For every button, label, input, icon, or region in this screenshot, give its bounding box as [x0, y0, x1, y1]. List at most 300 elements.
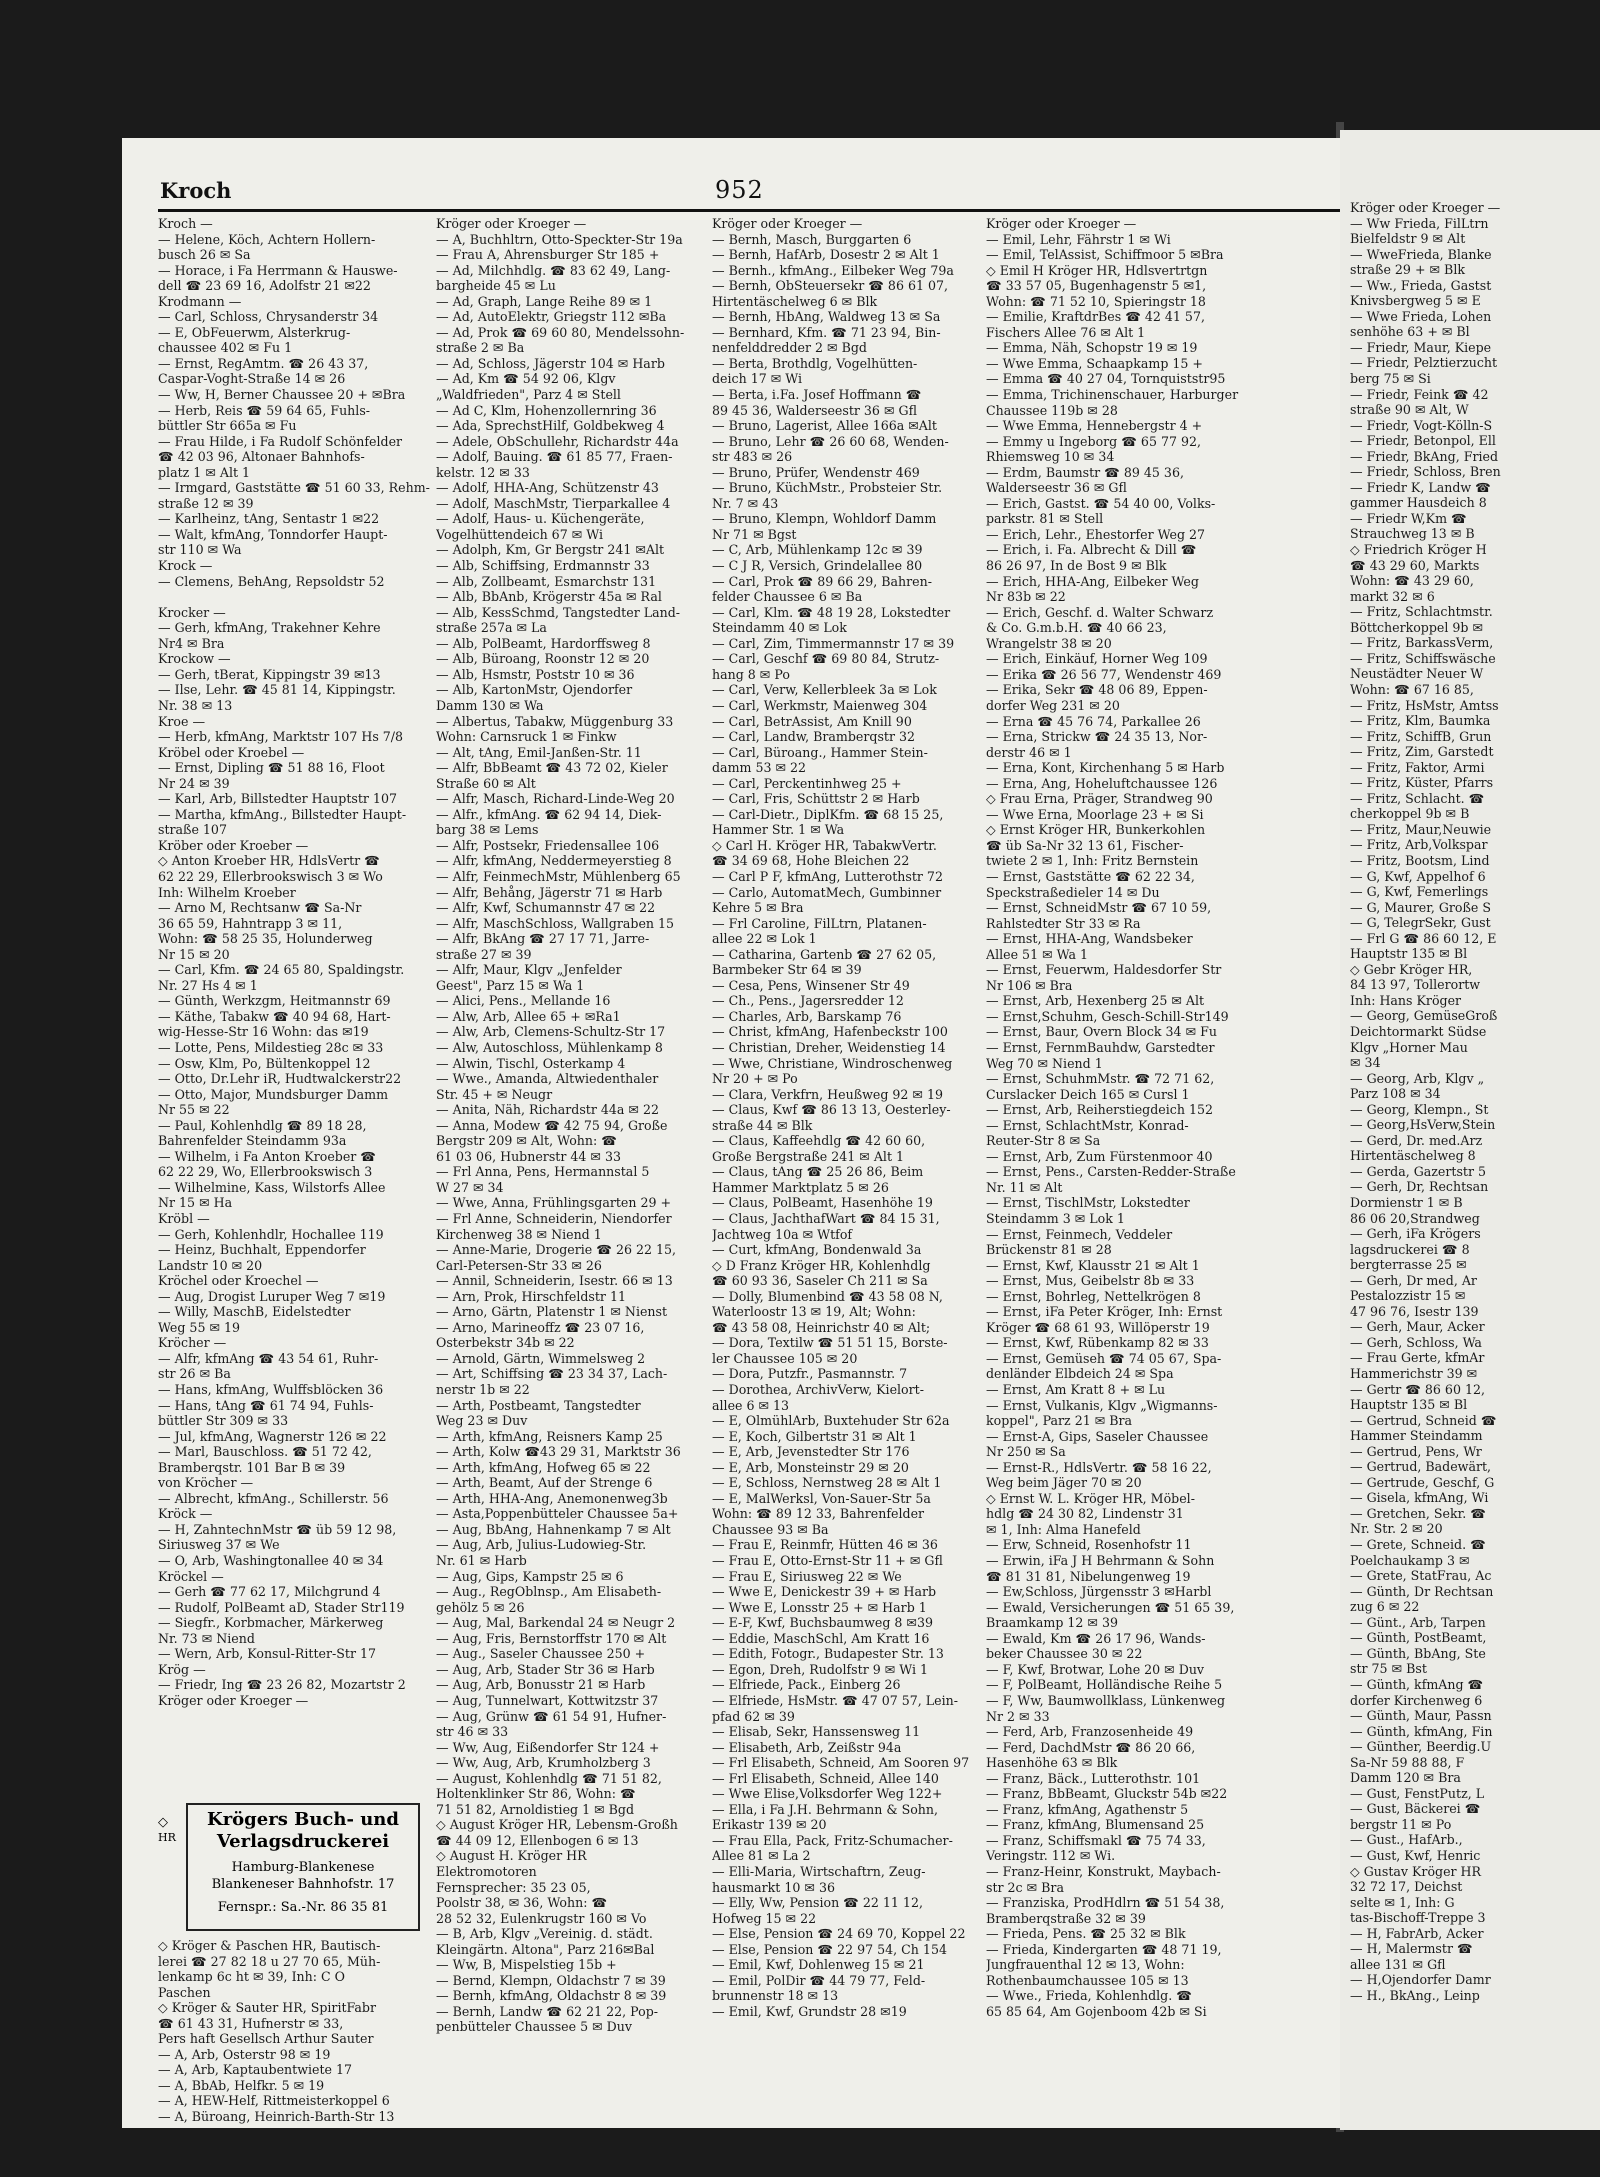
directory-entry-line: — Fritz, Klm, Baumka [1350, 713, 1491, 729]
header-catchword: Kroch [160, 178, 232, 203]
directory-entry-line: barg 38 ✉ Lems [436, 822, 539, 838]
column-1-continued [158, 1938, 430, 2125]
directory-entry-line: Krodmann — [158, 293, 242, 309]
directory-entry-line: — Fritz, Faktor, Armi [1350, 759, 1485, 775]
directory-entry-line: — Ad, Milchhdlg. ☎ 83 62 49, Lang- [436, 262, 671, 278]
directory-entry-line: — Alfr., kfmAng. ☎ 62 94 14, Diek- [436, 806, 662, 822]
directory-entry-line: — Ww Frieda, FilLtrn [1350, 215, 1489, 231]
directory-entry-line: — Art, Schiffsing ☎ 23 34 37, Lach- [436, 1366, 668, 1382]
directory-entry-line: Kroch — [158, 216, 213, 231]
directory-entry-line: Kleingärtn. Altona", Parz 216✉Bal [436, 1941, 655, 1957]
directory-entry-line: platz 1 ✉ Alt 1 [158, 464, 251, 480]
directory-entry-line: W 27 ✉ 34 [436, 1179, 504, 1195]
directory-entry-line: Hammer Marktplatz 5 ✉ 26 [712, 1179, 889, 1195]
directory-entry-line: — Alfr, Behång, Jägerstr 71 ✉ Harb [436, 884, 663, 900]
directory-entry-line: — Alb, KessSchmd, Tangstedter Land- [436, 604, 681, 620]
directory-entry-line: — Dora, Putzfr., Pasmannstr. 7 [712, 1366, 908, 1382]
directory-entry-line: — Gust, Kwf, Henric [1350, 1847, 1481, 1863]
directory-entry-line: Hauptstr 135 ✉ Bl [1350, 946, 1468, 962]
directory-entry-line: Str. 45 + ✉ Neugr [436, 1086, 553, 1102]
directory-entry-line: Nr4 ✉ Bra [158, 635, 225, 651]
directory-entry-line: selte ✉ 1, Inh: G [1350, 1894, 1455, 1910]
directory-entry-line: — Adolf, Haus- u. Küchengeräte, [436, 511, 645, 527]
directory-entry-line: — Gerh, iFa Krögers [1350, 1226, 1481, 1242]
directory-entry-line: Hammerichstr 39 ✉ [1350, 1366, 1478, 1382]
directory-entry-line: straße 27 ✉ 39 [436, 946, 532, 962]
directory-entry-line: — Alfr, BbBeamt ☎ 43 72 02, Kieler [436, 760, 668, 776]
directory-entry-line: markt 32 ✉ 6 [1350, 588, 1435, 604]
directory-entry-line: — Ernst, HHA-Ang, Wandsbeker [986, 931, 1193, 947]
directory-entry-line: — Bruno, Lagerist, Allee 166a ✉Alt [712, 418, 937, 434]
directory-entry-line: — Erich, Einkäuf, Horner Weg 109 [986, 651, 1208, 667]
directory-entry-line: Kröger oder Kroeger — [436, 216, 587, 231]
directory-entry-line: ◇ August H. Kröger HR [436, 1848, 587, 1864]
directory-entry-line: 89 45 36, Walderseestr 36 ✉ Gfl [712, 402, 917, 418]
directory-entry-line: ☎ 43 29 60, Markts [1350, 557, 1480, 573]
directory-entry-line: tas-Bischoff-Treppe 3 [1350, 1910, 1486, 1926]
directory-entry-line: — Carl, Verw, Kellerbleek 3a ✉ Lok [712, 682, 937, 698]
directory-entry-line: — H,Ojendorfer Damr [1350, 1972, 1491, 1988]
directory-entry-line: — G, TelegrSekr, Gust [1350, 915, 1491, 931]
directory-entry-line: Bergstr 209 ✉ Alt, Wohn: ☎ [436, 1133, 617, 1149]
directory-entry-line: ◇ Anton Kroeber HR, HdlsVertr ☎ [158, 853, 380, 869]
directory-entry-line: — Aug., Saseler Chaussee 250 + [436, 1646, 646, 1662]
directory-entry-line: — Ew,Schloss, Jürgensstr 3 ✉Harbl [986, 1584, 1212, 1600]
directory-entry-line: — Aug, Mal, Barkendal 24 ✉ Neugr 2 [436, 1615, 676, 1631]
directory-entry-line: Jungfrauenthal 12 ✉ 13, Wohn: [986, 1957, 1185, 1973]
directory-entry-line: Geest", Parz 15 ✉ Wa 1 [436, 977, 585, 993]
directory-entry-line: — Martha, kfmAng., Billstedter Haupt- [158, 806, 407, 822]
directory-entry-line: 47 96 76, Isestr 139 [1350, 1303, 1479, 1319]
directory-entry-line: — Wwe E, Lonsstr 25 + ✉ Harb 1 [712, 1599, 927, 1615]
directory-entry-line: 71 51 82, Arnoldistieg 1 ✉ Bgd [436, 1801, 635, 1817]
directory-entry-line: — Edith, Fotogr., Budapester Str. 13 [712, 1646, 944, 1662]
directory-entry-line: — Frau A, Ahrensburger Str 185 + [436, 247, 660, 263]
directory-entry-line: Krock — [158, 558, 213, 574]
directory-entry-line: senhöhe 63 + ✉ Bl [1350, 324, 1470, 340]
directory-entry-line: Pers haft Gesellsch Arthur Sauter [158, 2031, 374, 2047]
directory-entry-line: — Ww, B, Mispelstieg 15b + [436, 1957, 617, 1973]
directory-entry-line: Brückenstr 81 ✉ 28 [986, 1242, 1112, 1258]
directory-entry-line: — Gerda, Gazertstr 5 [1350, 1163, 1487, 1179]
directory-entry-line: ◇ Gebr Kröger HR, [1350, 961, 1473, 977]
directory-entry-line: Knivsbergweg 5 ✉ E [1350, 293, 1481, 309]
ad-address-city: Hamburg-Blankenese [231, 1860, 375, 1875]
directory-entry-line: Dormienstr 1 ✉ B [1350, 1195, 1463, 1210]
directory-entry-line: Allee 81 ✉ La 2 [712, 1848, 811, 1864]
directory-entry-line: lerei ☎ 27 82 18 u 27 70 65, Müh- [158, 1953, 381, 1969]
directory-entry-line: ◇ Emil H Kröger HR, Hdlsvertrtgn [986, 262, 1208, 278]
directory-entry-line: Steindamm 3 ✉ Lok 1 [986, 1211, 1125, 1226]
directory-entry-line: — Lotte, Pens, Mildestieg 28c ✉ 33 [158, 1039, 384, 1055]
directory-entry-line: Chaussee 119b ✉ 28 [986, 402, 1118, 418]
directory-entry-line: Curslacker Deich 165 ✉ Cursl 1 [986, 1086, 1190, 1102]
directory-entry-line: — Fritz, Maur,Neuwie [1350, 821, 1492, 837]
ad-title-line-2: Verlagsdruckerei [216, 1831, 390, 1852]
directory-entry-line: ☎ 42 03 96, Altonaer Bahnhofs- [158, 449, 365, 465]
directory-entry-line: — Anne-Marie, Drogerie ☎ 26 22 15, [436, 1242, 677, 1258]
directory-page [122, 138, 1357, 2128]
directory-entry-line: Damm 120 ✉ Bra [1350, 1770, 1461, 1786]
directory-entry-line: büttler Str 665a ✉ Fu [158, 418, 297, 434]
directory-entry-line: — Gerh, kfmAng, Trakehner Kehre [158, 620, 381, 636]
directory-entry-line: Kröger oder Kroeger — [986, 216, 1137, 231]
directory-entry-line: — Alfr, Maur, Klgv „Jenfelder [436, 962, 622, 978]
directory-entry-line: straße 257a ✉ La [436, 620, 547, 636]
directory-entry-line: — Ferd, Arb, Franzosenheide 49 [986, 1724, 1194, 1740]
page-number: 952 [715, 176, 764, 204]
directory-entry-line: — Frau E, Otto-Ernst-Str 11 + ✉ Gfl [712, 1553, 943, 1569]
directory-entry-line: berg 75 ✉ Si [1350, 371, 1431, 387]
directory-entry-line: — Arth, HHA-Ang, Anemonenweg3b [436, 1490, 668, 1506]
directory-entry-line: Erikastr 139 ✉ 20 [712, 1817, 827, 1833]
directory-entry-line: & Co. G.m.b.H. ☎ 40 66 23, [986, 620, 1167, 636]
directory-entry-line: — Bernh, Landw ☎ 62 21 22, Pop- [436, 2003, 659, 2019]
directory-entry-line: denländer Elbdeich 24 ✉ Spa [986, 1366, 1174, 1382]
directory-entry-line: — Clara, Verkfrn, Heußweg 92 ✉ 19 [712, 1086, 944, 1102]
directory-entry-line: — Fritz, HsMstr, Amtss [1350, 697, 1499, 713]
directory-entry-line: — Elfriede, HsMstr. ☎ 47 07 57, Lein- [712, 1692, 958, 1708]
directory-entry-line: — Frl Elisabeth, Schneid, Allee 140 [712, 1770, 939, 1786]
directory-entry-line: Nr. 38 ✉ 13 [158, 697, 233, 713]
directory-entry-line: — Otto, Major, Mundsburger Damm [158, 1086, 389, 1102]
directory-entry-line: Jachtweg 10a ✉ Wtfof [712, 1226, 853, 1242]
directory-entry-line: — E, Arb, Monsteinstr 29 ✉ 20 [712, 1459, 909, 1475]
directory-entry-line: Kröbl — [158, 1211, 210, 1226]
directory-entry-line: — Carl P F, kfmAng, Lutterothstr 72 [712, 868, 943, 884]
directory-entry-line: Strauchweg 13 ✉ B [1350, 526, 1475, 542]
directory-entry-line: Parz 108 ✉ 34 [1350, 1086, 1441, 1102]
directory-entry-line: — Erwin, iFa J H Behrmann & Sohn [986, 1553, 1215, 1569]
directory-entry-line: — Gertrud, Schneid ☎ [1350, 1412, 1497, 1428]
directory-entry-line: Nr. 61 ✉ Harb [436, 1553, 527, 1569]
directory-entry-line: Deichtormarkt Südse [1350, 1023, 1487, 1039]
directory-entry-line: — Alfr, Kwf, Schumannstr 47 ✉ 22 [436, 900, 656, 916]
directory-entry-line: bargheide 45 ✉ Lu [436, 278, 556, 294]
directory-entry-line: — Fritz, BarkassVerm, [1350, 635, 1494, 651]
directory-entry-line: — Ernst, Pens., Carsten-Redder-Straße [986, 1164, 1236, 1180]
directory-entry-line: — H, FabrArb, Acker [1350, 1925, 1484, 1941]
directory-entry-line: — Ernst, SchlachtMstr, Konrad- [986, 1117, 1189, 1133]
directory-entry-line: — Günth, Werkzgm, Heitmannstr 69 [158, 993, 391, 1009]
directory-entry-line: — Wwe Emma, Schaapkamp 15 + [986, 355, 1203, 371]
directory-entry-line: damm 53 ✉ 22 [712, 760, 807, 776]
directory-entry-line: — Dora, Textilw ☎ 51 51 15, Borste- [712, 1335, 948, 1351]
directory-entry-line: — Ernst, iFa Peter Kröger, Inh: Ernst [986, 1304, 1223, 1320]
directory-entry-line: — Albrecht, kfmAng., Schillerstr. 56 [158, 1490, 389, 1506]
directory-entry-line: Böttcherkoppel 9b ✉ [1350, 619, 1484, 635]
directory-entry-line: felder Chaussee 6 ✉ Ba [712, 589, 863, 605]
directory-entry-line: Nr 55 ✉ 22 [158, 1102, 230, 1118]
directory-entry-line: Rhiemsweg 10 ✉ 34 [986, 449, 1115, 465]
directory-entry-line: — Ernst, SchneidMstr ☎ 67 10 59, [986, 900, 1212, 916]
directory-entry-line: — Aug, Drogist Luruper Weg 7 ✉19 [158, 1288, 386, 1304]
directory-entry-line: — Erdm, Baumstr ☎ 89 45 36, [986, 464, 1184, 480]
directory-entry-line: — Ernst,Schuhm, Gesch-Schill-Str149 [986, 1008, 1229, 1024]
directory-entry-line: — Carl, BetrAssist, Am Knill 90 [712, 713, 912, 729]
ad-diamond-mark: ◇ [158, 1815, 168, 1830]
directory-entry-line: nenfelddredder 2 ✉ Bgd [712, 340, 867, 356]
directory-entry-line: — Ww, Aug, Eißendorfer Str 124 + [436, 1739, 660, 1755]
directory-entry-line: — Claus, tAng ☎ 25 26 86, Beim [712, 1164, 924, 1180]
directory-entry-line: Kröbel oder Kroebel — [158, 744, 305, 760]
directory-entry-line: — Carl, Landw, Bramberqstr 32 [712, 729, 916, 745]
directory-entry-line: — Fritz, Schlachtmstr. [1350, 604, 1493, 620]
directory-entry-line: — Franz, Bäck., Lutterothstr. 101 [986, 1770, 1201, 1786]
directory-entry-line: — Paul, Kohlenhdlg ☎ 89 18 28, [158, 1117, 367, 1133]
directory-entry-line: — Alfr, Masch, Richard-Linde-Weg 20 [436, 791, 675, 807]
directory-entry-line: — Wilhelmine, Kass, Wilstorfs Allee [158, 1179, 386, 1195]
directory-entry-line: — Bruno, KüchMstr., Probsteier Str. [712, 480, 943, 496]
directory-entry-line: allee 6 ✉ 13 [712, 1397, 790, 1413]
directory-entry-line: — H., BkAng., Leinp [1350, 1987, 1480, 2003]
directory-entry-line: Veringstr. 112 ✉ Wi. [986, 1848, 1116, 1864]
directory-entry-line: Nr 15 ✉ 20 [158, 946, 230, 962]
directory-entry-line: — Cesa, Pens, Winsener Str 49 [712, 977, 910, 993]
directory-entry-line: Kröger oder Kroeger — [712, 216, 863, 231]
directory-entry-line: — F, Kwf, Brotwar, Lohe 20 ✉ Duv [986, 1661, 1205, 1677]
directory-entry-line: allee 131 ✉ Gfl [1350, 1956, 1446, 1972]
directory-entry-line: Kirchenweg 38 ✉ Niend 1 [436, 1226, 602, 1242]
directory-entry-line: Nr. 27 Hs 4 ✉ 1 [158, 977, 258, 993]
advertisement-kroegers-buchdruckerei [158, 1803, 426, 1938]
directory-entry-line: — Gretchen, Sekr. ☎ [1350, 1505, 1486, 1521]
directory-entry-line: von Kröcher — [158, 1475, 254, 1491]
directory-entry-line: — E, Arb, Jevenstedter Str 176 [712, 1444, 910, 1460]
directory-entry-line: Hauptstr 135 ✉ Bl [1350, 1397, 1468, 1413]
directory-entry-line: büttler Str 309 ✉ 33 [158, 1413, 289, 1429]
directory-entry-line: Nr 24 ✉ 39 [158, 775, 230, 791]
directory-entry-line: — Bruno, Klempn, Wohldorf Damm [712, 511, 937, 527]
directory-entry-line: — Gertrud, Badewärt, [1350, 1459, 1492, 1475]
directory-entry-line: Wrangelstr 38 ✉ 20 [986, 635, 1112, 651]
directory-entry-line: — Eddie, MaschSchl, Am Kratt 16 [712, 1630, 930, 1646]
directory-entry-line: — Fritz, Küster, Pfarrs [1350, 775, 1494, 791]
directory-entry-line: — Käthe, Tabakw ☎ 40 94 68, Hart- [158, 1008, 391, 1024]
directory-entry-line: zug 6 ✉ 22 [1350, 1599, 1420, 1615]
directory-entry-line: — Herb, Reis ☎ 59 64 65, Fuhls- [158, 402, 371, 418]
directory-entry-line: — Gust, FenstPutz, L [1350, 1785, 1485, 1801]
directory-entry-line: Poolstr 38, ✉ 36, Wohn: ☎ [436, 1895, 608, 1911]
directory-entry-line: — Irmgard, Gaststätte ☎ 51 60 33, Rehm- [158, 480, 430, 496]
directory-entry-line: 86 26 97, In de Bost 9 ✉ Blk [986, 558, 1167, 574]
directory-entry-line: — C, Arb, Mühlenkamp 12c ✉ 39 [712, 542, 923, 558]
directory-entry-line: ◇ Gustav Kröger HR [1350, 1863, 1482, 1879]
directory-entry-line: — Frl G ☎ 86 60 12, E [1350, 930, 1497, 946]
directory-entry-line: — August, Kohlenhdlg ☎ 71 51 82, [436, 1770, 662, 1786]
directory-entry-line: pfad 62 ✉ 39 [712, 1708, 795, 1724]
directory-entry-line: — Frl Elisabeth, Schneid, Am Sooren 97 [712, 1755, 970, 1771]
directory-entry-line: „Waldfrieden", Parz 4 ✉ Stell [436, 387, 621, 403]
directory-entry-line: — Ernst, Baur, Overn Block 34 ✉ Fu [986, 1024, 1217, 1040]
directory-entry-line: — Franz, Schiffsmakl ☎ 75 74 33, [986, 1832, 1206, 1848]
directory-entry-line: — Asta,Poppenbütteler Chaussee 5a+ [436, 1506, 679, 1522]
directory-entry-line: — Ad, Prok ☎ 69 60 80, Mendelssohn- [436, 324, 685, 340]
directory-entry-line: ler Chaussee 105 ✉ 20 [712, 1350, 858, 1366]
directory-entry-line: — Rudolf, PolBeamt aD, Stader Str119 [158, 1599, 405, 1615]
directory-entry-line: Hirtentäschelweg 6 ✉ Blk [712, 293, 878, 309]
directory-entry-line: 36 65 59, Hahntrapp 3 ✉ 11, [158, 915, 343, 931]
directory-entry-line: Hasenhöhe 63 ✉ Blk [986, 1755, 1118, 1771]
directory-entry-line: — Wilhelm, i Fa Anton Kroeber ☎ [158, 1148, 376, 1164]
directory-entry-line: — Ernst-A, Gips, Saseler Chaussee [986, 1428, 1209, 1444]
directory-entry-line: — Ewald, Km ☎ 26 17 96, Wands- [986, 1630, 1206, 1646]
directory-entry-line: — Emma, Trichinenschauer, Harburger [986, 387, 1239, 403]
directory-entry-line: — Alw, Arb, Allee 65 + ✉Ra1 [436, 1008, 621, 1024]
directory-entry-line: — Alb, Hsmstr, Poststr 10 ✉ 36 [436, 666, 635, 682]
directory-entry-line: — Arnold, Gärtn, Wimmelsweg 2 [436, 1350, 646, 1366]
directory-entry-line: — Carl, Klm. ☎ 48 19 28, Lokstedter [712, 604, 951, 620]
directory-entry-line: — G, Maurer, Große S [1350, 899, 1492, 915]
directory-entry-line: Kröchel oder Kroechel — [158, 1273, 319, 1289]
directory-entry-line: Walderseestr 36 ✉ Gfl [986, 480, 1127, 496]
directory-entry-line: — Ww, H, Berner Chaussee 20 + ✉Bra [158, 387, 406, 403]
directory-entry-line: Bramberqstr. 101 Bar B ✉ 39 [158, 1459, 346, 1475]
directory-entry-line: Sa-Nr 59 88 88, F [1350, 1754, 1465, 1770]
directory-entry-line: — Günth, BbAng, Ste [1350, 1645, 1486, 1661]
directory-entry-line: — Bernh., kfmAng., Eilbeker Weg 79a [712, 262, 954, 278]
directory-entry-line: — Egon, Dreh, Rudolfstr 9 ✉ Wi 1 [712, 1661, 929, 1677]
directory-entry-line: Inh: Wilhelm Kroeber [158, 884, 296, 900]
directory-entry-line: — Alw, Autoschloss, Mühlenkamp 8 [436, 1039, 663, 1055]
directory-entry-line: — Carl, Werkmstr, Maienweg 304 [712, 697, 928, 713]
directory-entry-line: — Friedr W,Km ☎ [1350, 510, 1467, 526]
directory-entry-line: — Horace, i Fa Herrmann & Hauswe- [158, 262, 398, 278]
directory-entry-line: — E, Koch, Gilbertstr 31 ✉ Alt 1 [712, 1428, 917, 1444]
directory-entry-line: — C J R, Versich, Grindelallee 80 [712, 558, 923, 574]
directory-entry-line: — Erna, Strickw ☎ 24 35 13, Nor- [986, 729, 1208, 745]
directory-entry-line: Bahrenfelder Steindamm 93a [158, 1133, 347, 1149]
directory-entry-line: ☎ 60 93 36, Saseler Ch 211 ✉ Sa [712, 1273, 928, 1289]
directory-entry-line: lagsdruckerei ☎ 8 [1350, 1241, 1470, 1257]
directory-entry-line: Wohn: ☎ 43 29 60, [1350, 573, 1474, 589]
directory-entry-line: — Arn, Prok, Hirschfeldstr 11 [436, 1288, 626, 1304]
directory-entry-line: Nr 106 ✉ Bra [986, 977, 1073, 993]
directory-entry-line: straße 29 + ✉ Blk [1350, 262, 1465, 278]
directory-entry-line [158, 589, 430, 605]
directory-entry-line: — Hans, kfmAng, Wulffsblöcken 36 [158, 1382, 384, 1398]
directory-entry-line: 32 72 17, Deichst [1350, 1879, 1463, 1895]
directory-entry-line: — Elisab, Sekr, Hanssensweg 11 [712, 1724, 921, 1740]
directory-entry-line: — E-F, Kwf, Buchsbaumweg 8 ✉39 [712, 1615, 933, 1631]
directory-entry-line: — Aug, Grünw ☎ 61 54 91, Hufner- [436, 1708, 667, 1724]
directory-entry-line: — Gerh, Dr, Rechtsan [1350, 1179, 1489, 1195]
directory-entry-line: — Frau Gerte, kfmAr [1350, 1350, 1485, 1366]
directory-entry-line: Krockow — [158, 651, 231, 667]
directory-entry-line: — Arth, kfmAng, Hofweg 65 ✉ 22 [436, 1459, 651, 1475]
directory-entry-line: — Erna ☎ 45 76 74, Parkallee 26 [986, 713, 1201, 729]
directory-entry-line: Wohn: Carnsruck 1 ✉ Finkw [436, 729, 617, 745]
directory-entry-line: — A, Buchhltrn, Otto-Speckter-Str 19a [436, 231, 683, 247]
directory-entry-line: — E, MalWerksl, Von-Sauer-Str 5a [712, 1490, 931, 1506]
directory-entry-line: — Erna, Ang, Hoheluftchaussee 126 [986, 775, 1218, 791]
directory-entry-line: — A, Arb, Osterstr 98 ✉ 19 [158, 2046, 331, 2062]
directory-entry-line: Hammer Str. 1 ✉ Wa [712, 822, 845, 838]
directory-entry-line: — Claus, Kaffeehdlg ☎ 42 60 60, [712, 1133, 926, 1149]
directory-entry-line: — Ww., Frieda, Gastst [1350, 277, 1492, 293]
directory-entry-line: cherkoppel 9b ✉ B [1350, 806, 1470, 822]
directory-entry-line: — Ewald, Versicherungen ☎ 51 65 39, [986, 1599, 1235, 1615]
directory-entry-line: Kroe — [158, 713, 206, 729]
directory-entry-line: Vogelhüttendeich 67 ✉ Wi [436, 526, 604, 542]
directory-entry-line: Bielfeldstr 9 ✉ Alt [1350, 231, 1466, 247]
directory-entry-line: — H, ZahntechnMstr ☎ üb 59 12 98, [158, 1521, 397, 1537]
directory-entry-line: — G, Kwf, Appelhof 6 [1350, 868, 1486, 884]
directory-entry-line: — Claus, Kwf ☎ 86 13 13, Oesterley- [712, 1102, 951, 1118]
directory-entry-line: — Ilse, Lehr. ☎ 45 81 14, Kippingstr. [158, 682, 396, 698]
directory-entry-line: bergstr 11 ✉ Po [1350, 1816, 1452, 1832]
directory-entry-line: ◇ Kröger & Paschen HR, Bautisch- [158, 1938, 381, 1953]
directory-entry-line: Caspar-Voght-Straße 14 ✉ 26 [158, 371, 346, 387]
directory-entry-line: — Ella, i Fa J.H. Behrmann & Sohn, [712, 1801, 939, 1817]
directory-entry-line: 84 13 97, Tollerortw [1350, 977, 1481, 993]
directory-entry-line: — Wwe Frieda, Lohen [1350, 308, 1492, 324]
directory-entry-line: — O, Arb, Washingtonallee 40 ✉ 34 [158, 1553, 384, 1569]
directory-entry-line: — Wwe Erna, Moorlage 23 + ✉ Si [986, 806, 1204, 822]
directory-entry-line: 86 06 20,Strandweg [1350, 1210, 1480, 1226]
directory-entry-line: deich 17 ✉ Wi [712, 371, 803, 387]
directory-entry-line: — Alb, Büroang, Roonstr 12 ✉ 20 [436, 651, 650, 667]
directory-entry-line: ✉ 1, Inh: Alma Hanefeld [986, 1521, 1141, 1537]
directory-entry-line: — Ernst, Arb, Hexenberg 25 ✉ Alt [986, 993, 1205, 1009]
directory-entry-line: — Siegfr., Korbmacher, Märkerweg [158, 1615, 384, 1631]
directory-entry-line: — Emma, Näh, Schopstr 19 ✉ 19 [986, 340, 1198, 356]
directory-entry-line: ☎ 33 57 05, Bugenhagenstr 5 ✉1, [986, 278, 1207, 294]
directory-entry-line: Krög — [158, 1661, 206, 1677]
directory-entry-line: — Else, Pension ☎ 22 97 54, Ch 154 [712, 1941, 947, 1957]
directory-entry-line: — Gerd, Dr. med.Arz [1350, 1132, 1483, 1148]
column-1 [158, 216, 430, 1709]
directory-entry-line: straße 90 ✉ Alt, W [1350, 402, 1469, 418]
directory-entry-line: dorfer Kirchenweg 6 [1350, 1692, 1483, 1708]
directory-entry-line: — Wwe., Amanda, Altwiedenthaler [436, 1071, 659, 1087]
directory-entry-line: str 483 ✉ 26 [712, 449, 793, 465]
directory-entry-line: — Helene, Köch, Achtern Hollern- [158, 231, 376, 247]
directory-entry-line: Kröckel — [158, 1568, 224, 1584]
directory-entry-line: Wohn: ☎ 58 25 35, Holunderweg [158, 931, 373, 947]
directory-entry-line: Weg 55 ✉ 19 [158, 1319, 241, 1335]
directory-entry-line: — Erika ☎ 26 56 77, Wendenstr 469 [986, 666, 1222, 682]
directory-entry-line: — Emma ☎ 40 27 04, Tornquiststr95 [986, 371, 1226, 387]
directory-entry-line: — Alb, KartonMstr, Ojendorfer [436, 682, 633, 698]
directory-entry-line: — Emil, TelAssist, Schiffmoor 5 ✉Bra [986, 247, 1224, 263]
directory-entry-line: — Gertrude, Geschf, G [1350, 1474, 1495, 1490]
directory-entry-line: Osterbekstr 34b ✉ 22 [436, 1335, 575, 1351]
directory-entry-line: — Alfr, Postsekr, Friedensallee 106 [436, 837, 660, 853]
directory-entry-line: — Friedr, Vogt-Kölln-S [1350, 417, 1493, 433]
directory-entry-line: — Bruno, Lehr ☎ 26 60 68, Wenden- [712, 433, 949, 449]
directory-entry-line: — Erw, Schneid, Rosenhofstr 11 [986, 1537, 1192, 1553]
directory-entry-line: — Frieda, Kindergarten ☎ 48 71 19, [986, 1941, 1222, 1957]
directory-entry-line: — Ch., Pens., Jagersredder 12 [712, 993, 904, 1009]
directory-entry-line: hdlg ☎ 24 30 82, Lindenstr 31 [986, 1506, 1184, 1522]
directory-entry-line: — Franz, kfmAng, Agathenstr 5 [986, 1801, 1189, 1817]
directory-entry-line: — A, Arb, Kaptaubentwiete 17 [158, 2062, 353, 2078]
directory-entry-line: — Bernh, Masch, Burggarten 6 [712, 231, 912, 247]
directory-entry-line: — Emmy u Ingeborg ☎ 65 77 92, [986, 433, 1202, 449]
directory-entry-line: — Frau E, Reinmfr, Hütten 46 ✉ 36 [712, 1537, 938, 1553]
directory-entry-line: — Franziska, ProdHdlrn ☎ 51 54 38, [986, 1895, 1225, 1911]
directory-entry-line: ☎ 43 58 08, Heinrichstr 40 ✉ Alt; [712, 1319, 931, 1335]
directory-entry-line: — F, PolBeamt, Holländische Reihe 5 [986, 1677, 1223, 1693]
directory-entry-line: — Dorothea, ArchivVerw, Kielort- [712, 1382, 924, 1398]
directory-entry-line: — Alfr, kfmAng ☎ 43 54 61, Ruhr- [158, 1350, 379, 1366]
directory-entry-line: — Ernst, RegAmtm. ☎ 26 43 37, [158, 355, 369, 371]
directory-entry-line: Inh: Hans Kröger [1350, 992, 1462, 1008]
directory-entry-line: — Bernd, Klempn, Oldachstr 7 ✉ 39 [436, 1972, 666, 1988]
directory-entry-line: — Carl, Kfm. ☎ 24 65 80, Spaldingstr. [158, 962, 405, 978]
directory-entry-line: — Wwe., Frieda, Kohlenhdlg. ☎ [986, 1988, 1192, 2004]
